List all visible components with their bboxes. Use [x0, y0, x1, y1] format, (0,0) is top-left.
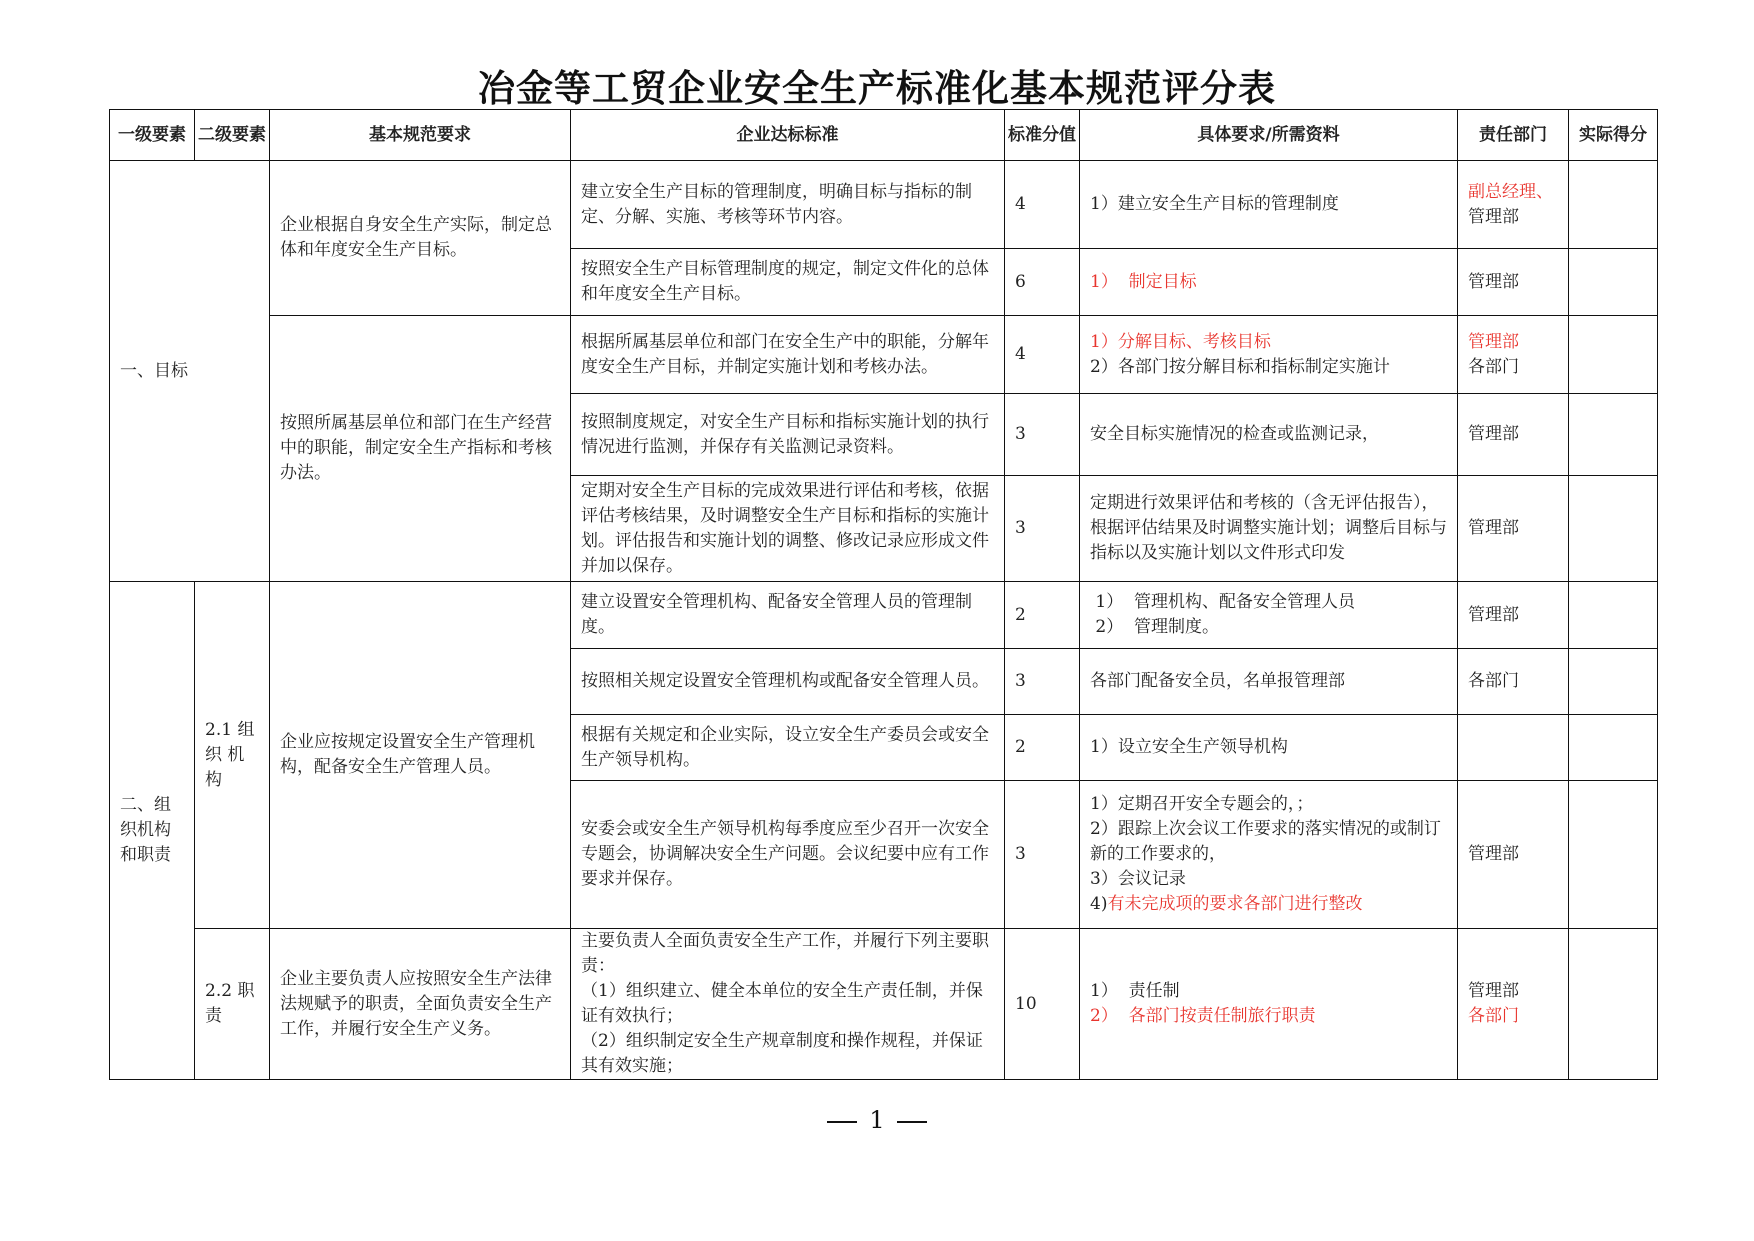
actual-score-cell[interactable]: [1569, 161, 1658, 249]
requirement-cell: 定期进行效果评估和考核的（含无评估报告），根据评估结果及时调整实施计划；调整后目标与指标以及实施计划以文件形式印发: [1080, 476, 1458, 582]
requirement-line: 1）分解目标、考核目标: [1090, 331, 1271, 352]
score-cell: 2: [1005, 715, 1080, 781]
actual-score-cell[interactable]: [1569, 476, 1658, 582]
score-cell: 10: [1005, 929, 1080, 1080]
requirement-line: 1）建立安全生产目标的管理制度: [1090, 194, 1339, 214]
basic-requirement: 企业主要负责人应按照安全生产法律法规赋予的职责，全面负责安全生产工作，并履行安全生产义务。: [270, 929, 571, 1080]
page-title: 冶金等工贸企业安全生产标准化基本规范评分表: [478, 67, 1276, 110]
department-line: 管理部: [1468, 424, 1519, 444]
score-cell: 3: [1005, 781, 1080, 929]
department-line: 管理部: [1468, 206, 1519, 227]
department-cell: [1458, 316, 1569, 394]
level1-goal: 一、目标: [110, 161, 270, 582]
header-score: 标准分值: [1005, 110, 1080, 161]
standard-cell: 根据有关规定和企业实际，设立安全生产委员会或安全生产领导机构。: [571, 715, 1005, 781]
requirement-line: 各部门配备安全员，名单报管理部: [1090, 671, 1345, 691]
standard-cell: 按照相关规定设置安全管理机构或配备安全管理人员。: [571, 649, 1005, 715]
header-level2: 二级要素: [195, 110, 270, 161]
department-cell: [1458, 476, 1569, 582]
requirement-line: 3）会议记录: [1090, 869, 1186, 889]
actual-score-cell[interactable]: [1569, 249, 1658, 316]
requirement-cell: [1080, 582, 1458, 649]
table-row: [110, 161, 1658, 249]
actual-score-cell[interactable]: [1569, 394, 1658, 476]
department-line: 各部门: [1468, 1006, 1519, 1026]
header-level1: 一级要素: [110, 110, 195, 161]
table-row: [110, 316, 1658, 394]
footer-dash: [897, 1121, 927, 1123]
department-line: 管理部: [1468, 981, 1519, 1001]
page-footer: [0, 1106, 1754, 1134]
footer-dash: [827, 1121, 857, 1123]
requirement-cell: [1080, 161, 1458, 249]
level2-duty: 2.2 职责: [195, 929, 270, 1080]
requirement-cell: [1080, 249, 1458, 316]
basic-requirement: 企业根据自身安全生产实际，制定总体和年度安全生产目标。: [270, 161, 571, 316]
standard-line: （2）组织制定安全生产规章制度和操作规程，并保证其有效实施；: [581, 1031, 983, 1076]
requirement-line: 2）跟踪上次会议工作要求的落实情况的或制订新的工作要求的，: [1090, 819, 1441, 864]
actual-score-cell[interactable]: [1569, 316, 1658, 394]
department-line: 管理部: [1468, 844, 1519, 864]
standard-cell: 建立安全生产目标的管理制度，明确目标与指标的制定、分解、实施、考核等环节内容。: [571, 161, 1005, 249]
requirement-line: 2） 各部门按责任制旅行职责: [1090, 1006, 1316, 1026]
requirement-line: 1） 管理机构、配备安全管理人员: [1090, 592, 1356, 612]
requirement-line: 1）设立安全生产领导机构: [1090, 737, 1288, 757]
department-cell: [1458, 394, 1569, 476]
score-cell: 6: [1005, 249, 1080, 316]
requirement-line: 安全目标实施情况的检查或监测记录，: [1090, 424, 1379, 444]
department-cell: [1458, 715, 1569, 781]
header-actual: 实际得分: [1569, 110, 1658, 161]
department-cell: [1458, 582, 1569, 649]
basic-requirement: 企业应按规定设置安全生产管理机构，配备安全生产管理人员。: [270, 582, 571, 929]
header-row: [110, 110, 1658, 161]
table-row: [110, 929, 1658, 1080]
department-line: 各部门: [1468, 671, 1519, 691]
requirement-line: 1）定期召开安全专题会的，；: [1090, 794, 1314, 814]
department-cell: [1458, 649, 1569, 715]
department-line: 管理部: [1468, 518, 1519, 538]
standard-cell: 按照安全生产目标管理制度的规定，制定文件化的总体和年度安全生产目标。: [571, 249, 1005, 316]
basic-requirement: 按照所属基层单位和部门在生产经营中的职能，制定安全生产指标和考核办法。: [270, 316, 571, 582]
requirement-cell: [1080, 929, 1458, 1080]
department-cell: [1458, 161, 1569, 249]
actual-score-cell[interactable]: [1569, 929, 1658, 1080]
requirement-cell: [1080, 781, 1458, 929]
score-cell: 3: [1005, 476, 1080, 582]
header-basic: 基本规范要求: [270, 110, 571, 161]
department-line: 管理部: [1468, 331, 1519, 352]
standard-line: 主要负责人全面负责安全生产工作，并履行下列主要职责：: [581, 931, 989, 976]
standard-cell: 定期对安全生产目标的完成效果进行评估和考核，依据评估考核结果，及时调整安全生产目标和指标的实施计划。评估报告和实施计划的调整、修改记录应形成文件并加以保存。: [571, 476, 1005, 582]
actual-score-cell[interactable]: [1569, 582, 1658, 649]
standard-cell: 按照制度规定，对安全生产目标和指标实施计划的执行情况进行监测，并保存有关监测记录资料。: [571, 394, 1005, 476]
requirement-line: 1） 制定目标: [1090, 271, 1197, 292]
requirement-line: 2）各部门按分解目标和指标制定实施计: [1090, 356, 1390, 377]
department-line: 副总经理、: [1468, 181, 1553, 202]
score-cell: 4: [1005, 316, 1080, 394]
requirement-cell: [1080, 715, 1458, 781]
requirement-cell: [1080, 394, 1458, 476]
requirement-line: 1） 责任制: [1090, 981, 1180, 1001]
requirement-line: [1090, 892, 1447, 917]
header-standard: 企业达标标准: [571, 110, 1005, 161]
standard-cell: 根据所属基层单位和部门在安全生产中的职能，分解年度安全生产目标，并制定实施计划和考核办法。: [571, 316, 1005, 394]
requirement-highlight: 有未完成项的要求各部门进行整改: [1107, 894, 1363, 914]
level1-org: 二、组织机构和职责: [110, 582, 195, 1080]
department-cell: [1458, 929, 1569, 1080]
standard-cell: [571, 929, 1005, 1080]
requirement-line: 2） 管理制度。: [1090, 617, 1220, 637]
requirement-cell: [1080, 316, 1458, 394]
department-cell: [1458, 781, 1569, 929]
requirement-prefix: 4): [1090, 894, 1108, 914]
score-cell: 4: [1005, 161, 1080, 249]
requirement-cell: [1080, 649, 1458, 715]
score-cell: 3: [1005, 394, 1080, 476]
header-requirements: 具体要求/所需资料: [1080, 110, 1458, 161]
page-number: 1: [869, 1106, 885, 1134]
actual-score-cell[interactable]: [1569, 781, 1658, 929]
standard-cell: 安委会或安全生产领导机构每季度应至少召开一次安全专题会，协调解决安全生产问题。会议纪要中应有工作要求并保存。: [571, 781, 1005, 929]
department-line: 管理部: [1468, 604, 1519, 625]
department-line: 管理部: [1468, 271, 1519, 292]
department-line: 各部门: [1468, 356, 1519, 377]
score-table: [109, 109, 1658, 1080]
actual-score-cell[interactable]: [1569, 649, 1658, 715]
level2-org: 2.1 组织 机构: [195, 582, 270, 929]
table-row: [110, 582, 1658, 649]
standard-cell: 建立设置安全管理机构、配备安全管理人员的管理制度。: [571, 582, 1005, 649]
department-cell: [1458, 249, 1569, 316]
score-cell: 3: [1005, 649, 1080, 715]
score-cell: 2: [1005, 582, 1080, 649]
actual-score-cell[interactable]: [1569, 715, 1658, 781]
header-department: 责任部门: [1458, 110, 1569, 161]
standard-line: （1）组织建立、健全本单位的安全生产责任制，并保证有效执行；: [581, 981, 983, 1026]
